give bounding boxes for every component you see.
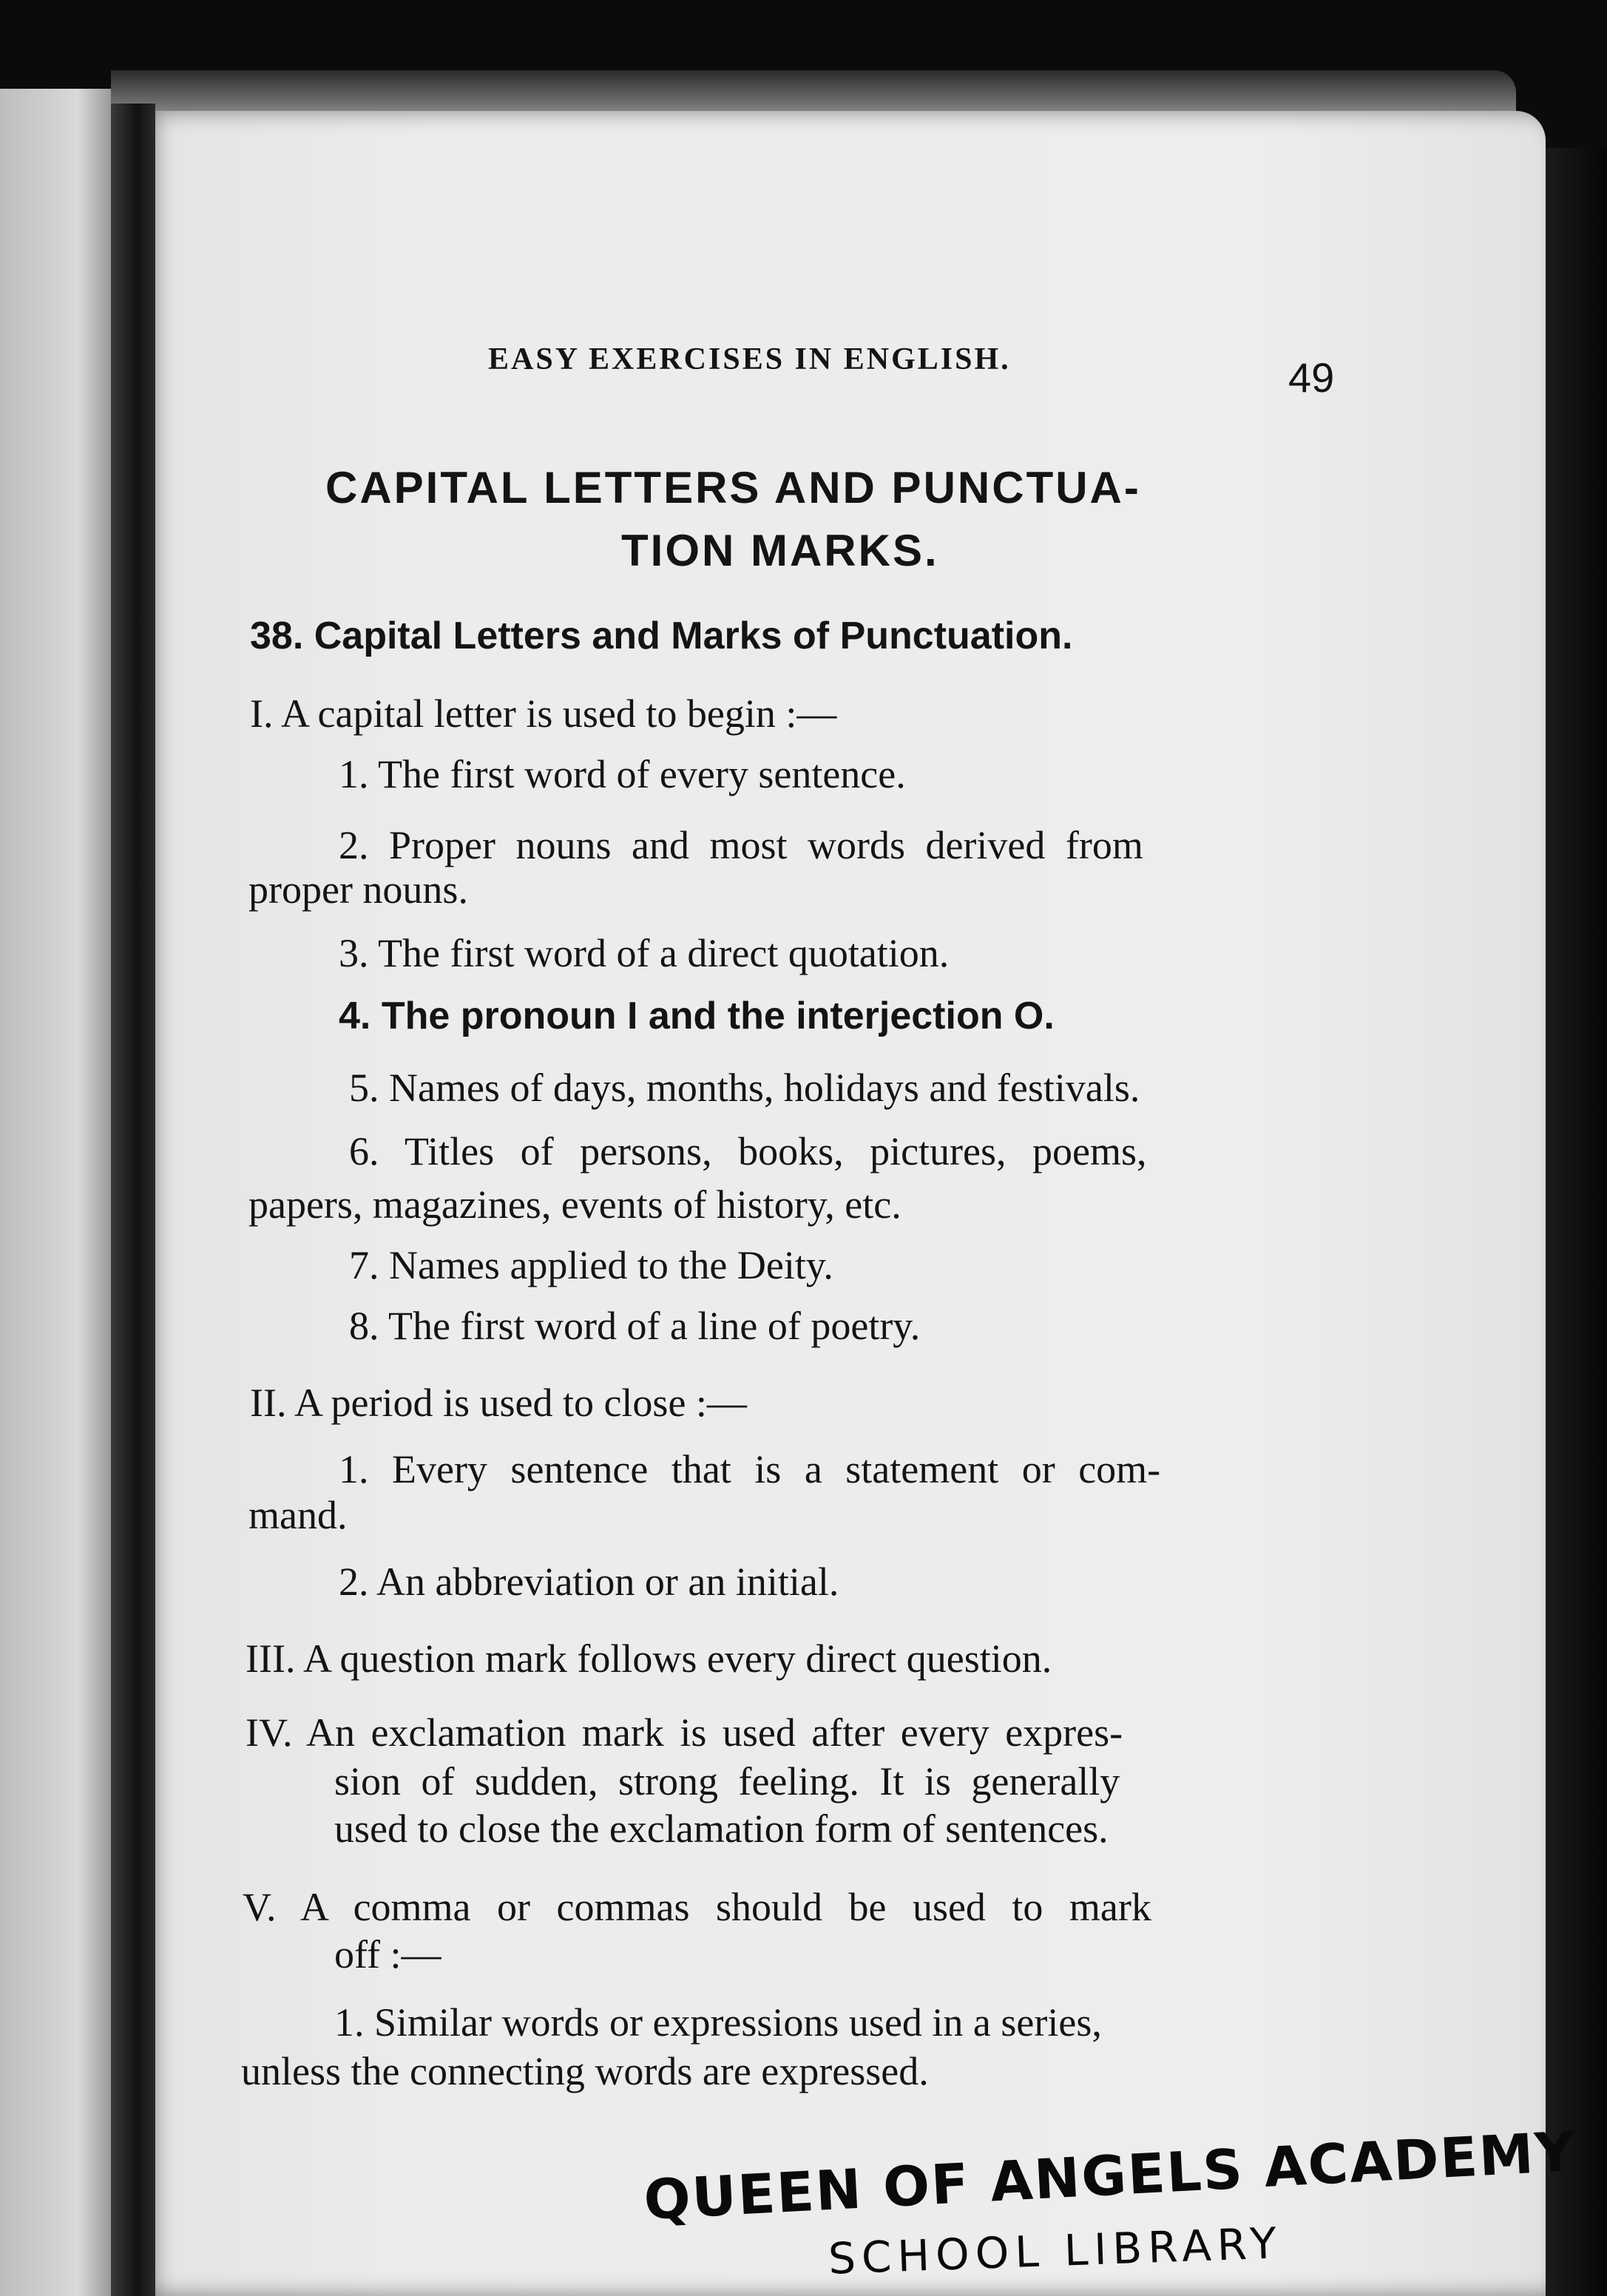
rule-iii: III. A question mark follows every direct question. <box>246 1636 1052 1681</box>
rule-i-item-1: 1. The first word of every sentence. <box>339 752 906 796</box>
rule-ii: II. A period is used to close :— <box>250 1381 747 1425</box>
scan-background-right <box>1546 148 1607 2296</box>
rule-i-item-4: 4. The pronoun I and the interjection O. <box>339 995 1055 1037</box>
book-spine <box>111 104 155 2296</box>
exercise-heading: 38. Capital Letters and Marks of Punctuation. <box>250 614 1073 657</box>
facing-page-edge <box>0 89 111 2296</box>
rule-i-item-2: 2. Proper nouns and most words derived from <box>339 823 1143 867</box>
library-stamp-line-1: QUEEN OF ANGELS ACADEMY <box>642 2120 1578 2232</box>
rule-i: I. A capital letter is used to begin :— <box>250 691 837 736</box>
running-head: EASY EXERCISES IN ENGLISH. <box>488 342 1011 376</box>
rule-v-item-1-cont: unless the connecting words are expressed. <box>241 2049 929 2093</box>
rule-i-item-5: 5. Names of days, months, holidays and festivals. <box>349 1066 1140 1110</box>
rule-ii-item-1: 1. Every sentence that is a statement or com- <box>339 1447 1161 1491</box>
rule-i-item-6: 6. Titles of persons, books, pictures, poems, <box>349 1129 1147 1174</box>
rule-v-cont: off :— <box>334 1932 441 1977</box>
rule-ii-item-1-cont: mand. <box>248 1493 348 1537</box>
rule-i-item-2-cont: proper nouns. <box>248 867 468 912</box>
rule-i-item-3: 3. The first word of a direct quotation. <box>339 931 950 975</box>
rule-iv-cont-1: sion of sudden, strong feeling. It is generally <box>334 1759 1120 1804</box>
page-number: 49 <box>1288 354 1335 401</box>
rule-iv: IV. An exclamation mark is used after every expres- <box>246 1710 1123 1755</box>
rule-i-item-8: 8. The first word of a line of poetry. <box>349 1304 921 1348</box>
rule-v-item-1: 1. Similar words or expressions used in a series, <box>334 2000 1102 2045</box>
rule-i-item-6-cont: papers, magazines, events of history, etc. <box>248 1182 901 1227</box>
rule-v: V. A comma or commas should be used to mark <box>243 1885 1151 1929</box>
rule-ii-item-2: 2. An abbreviation or an initial. <box>339 1560 839 1604</box>
rule-i-item-7: 7. Names applied to the Deity. <box>349 1243 833 1287</box>
section-title-line-2: TION MARKS. <box>621 526 939 575</box>
rule-iv-cont-2: used to close the exclamation form of sentences. <box>334 1806 1109 1851</box>
library-stamp-line-2: SCHOOL LIBRARY <box>828 2218 1283 2284</box>
section-title-line-1: CAPITAL LETTERS AND PUNCTUA- <box>325 463 1141 512</box>
